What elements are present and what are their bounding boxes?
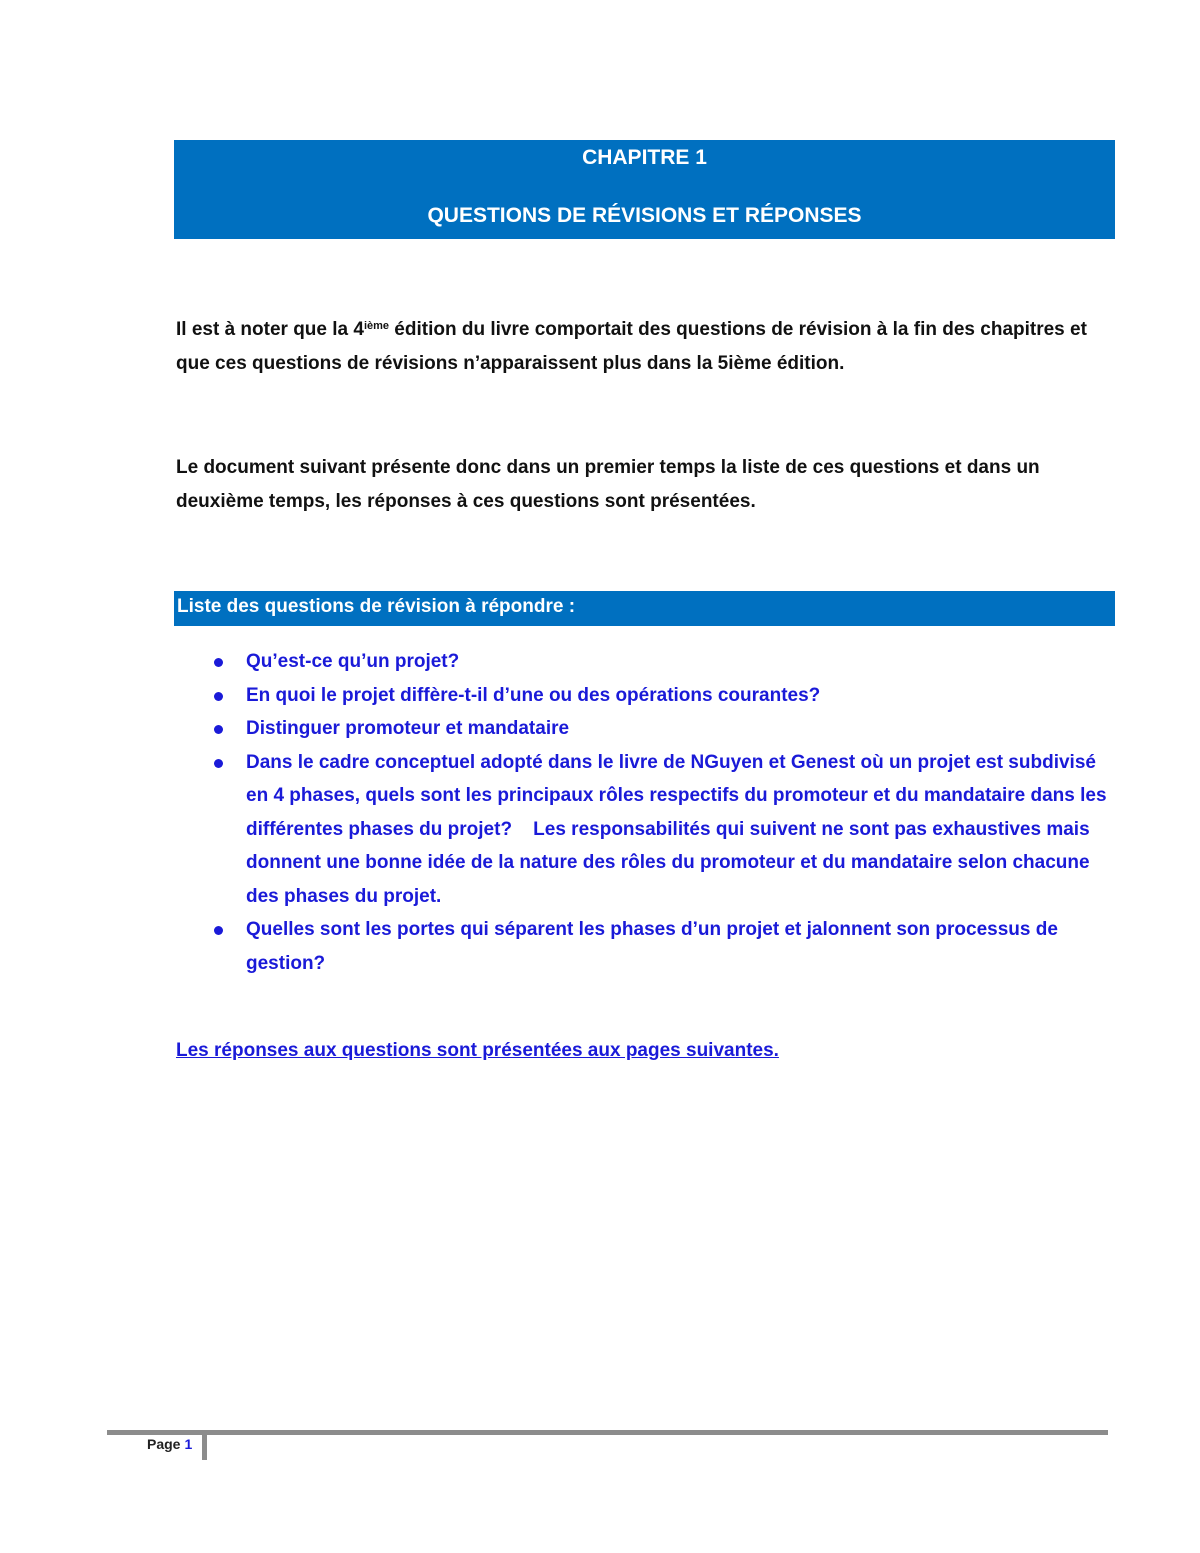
bullet-icon xyxy=(214,926,223,935)
question-text: En quoi le projet diffère-t-il d’une ou des opérations courantes? xyxy=(246,684,821,706)
bullet-icon xyxy=(214,658,223,667)
page-label: Page xyxy=(147,1436,181,1452)
question-text: Quelles sont les portes qui séparent les phases d’un projet et jalonnent son processus de gestion? xyxy=(246,919,1058,974)
question-text: Distinguer promoteur et mandataire xyxy=(246,718,570,739)
intro-paragraph-2: Le document suivant présente donc dans un premier temps la liste de ces questions et dans un deuxième temps, les réponses à ces questions sont présentées. xyxy=(176,457,1040,512)
list-item xyxy=(246,679,1118,713)
page-number-footer xyxy=(147,1436,192,1452)
question-text: Qu’est-ce qu’un projet? xyxy=(246,651,460,672)
intro-p1-start: Il est à noter que la 4 xyxy=(176,319,364,340)
chapter-title: CHAPITRE 1 xyxy=(582,146,707,169)
chapter-subtitle: QUESTIONS DE RÉVISIONS ET RÉPONSES xyxy=(427,204,862,227)
footer-divider xyxy=(107,1430,1108,1435)
questions-list xyxy=(246,645,1118,980)
list-item xyxy=(246,746,1118,914)
list-item xyxy=(246,913,1118,980)
intro-p1-end: édition du livre comportait des questions de révision à la fin des chapitres et que ces questions de révisions n’apparaissent plus dans la 5ième édition. xyxy=(176,319,1087,374)
intro-p1-superscript: ième xyxy=(363,320,390,332)
list-item xyxy=(246,712,1118,746)
list-item xyxy=(246,645,1118,679)
questions-section-heading: Liste des questions de révision à répondre : xyxy=(174,591,1115,626)
bullet-icon xyxy=(214,692,223,701)
footer-tick xyxy=(202,1435,207,1460)
answers-link[interactable]: Les réponses aux questions sont présentées aux pages suivantes. xyxy=(176,1040,779,1061)
page-number: 1 xyxy=(184,1436,193,1452)
intro-paragraph-1 xyxy=(176,313,1116,381)
bullet-icon xyxy=(214,759,223,768)
bullet-icon xyxy=(214,725,223,734)
question-text: Dans le cadre conceptuel adopté dans le livre de NGuyen et Genest où un projet est subdivisé en 4 phases, quels sont les principaux rôles respectifs du promoteur et du mandataire dans les différentes phases du projet? Les responsabilités qui suivent ne sont pas exhaustives mais donnent une bonne idée de la nature des rôles du promoteur et du mandataire selon chacune des phases du projet. xyxy=(246,751,1112,907)
chapter-title-block xyxy=(174,140,1115,239)
